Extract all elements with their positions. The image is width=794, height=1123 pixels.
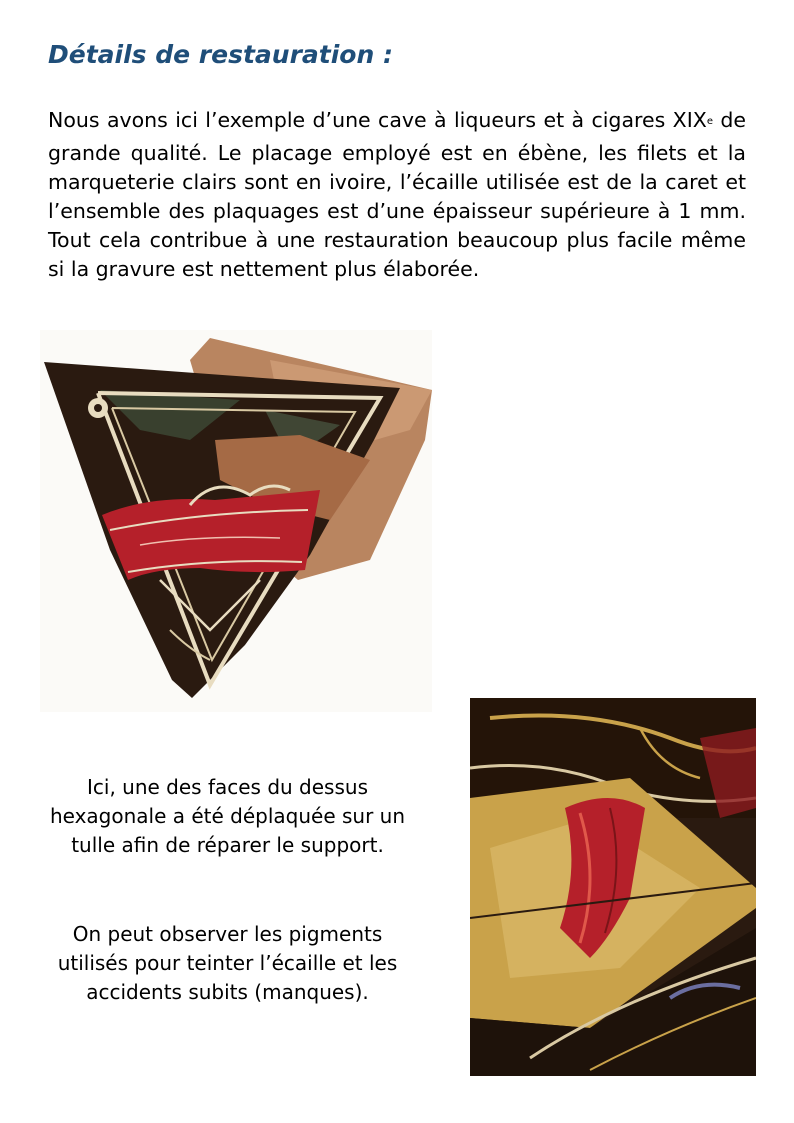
pigment-detail-photo xyxy=(470,698,756,1076)
intro-paragraph xyxy=(48,106,746,284)
caption-restoration: Ici, une des faces du dessus hexagonale a été déplaquée sur un tulle afin de réparer le support. xyxy=(49,775,406,857)
intro-text-end: de grande qualité. Le placage employé est en ébène, les filets et la marqueterie clairs sont en ivoire, l’écaille utilisée est de la caret et l’ensemble des plaquages est d’une épaisseur supérieure à 1 mm. Tout cela contribue à une restauration beaucoup plus facile même si la gravure est nettement plus élaborée. xyxy=(48,108,746,281)
caption-pigments: On peut observer les pigments utilisés pour teinter l’écaille et les accidents subits (manques). xyxy=(57,922,398,1004)
intro-text-start: Nous avons ici l’exemple d’une cave à liqueurs et à cigares XIX xyxy=(48,108,707,132)
century-superscript: e xyxy=(706,116,713,127)
marquetry-panel-photo xyxy=(40,330,432,712)
page-title: Détails de restauration : xyxy=(48,40,393,69)
